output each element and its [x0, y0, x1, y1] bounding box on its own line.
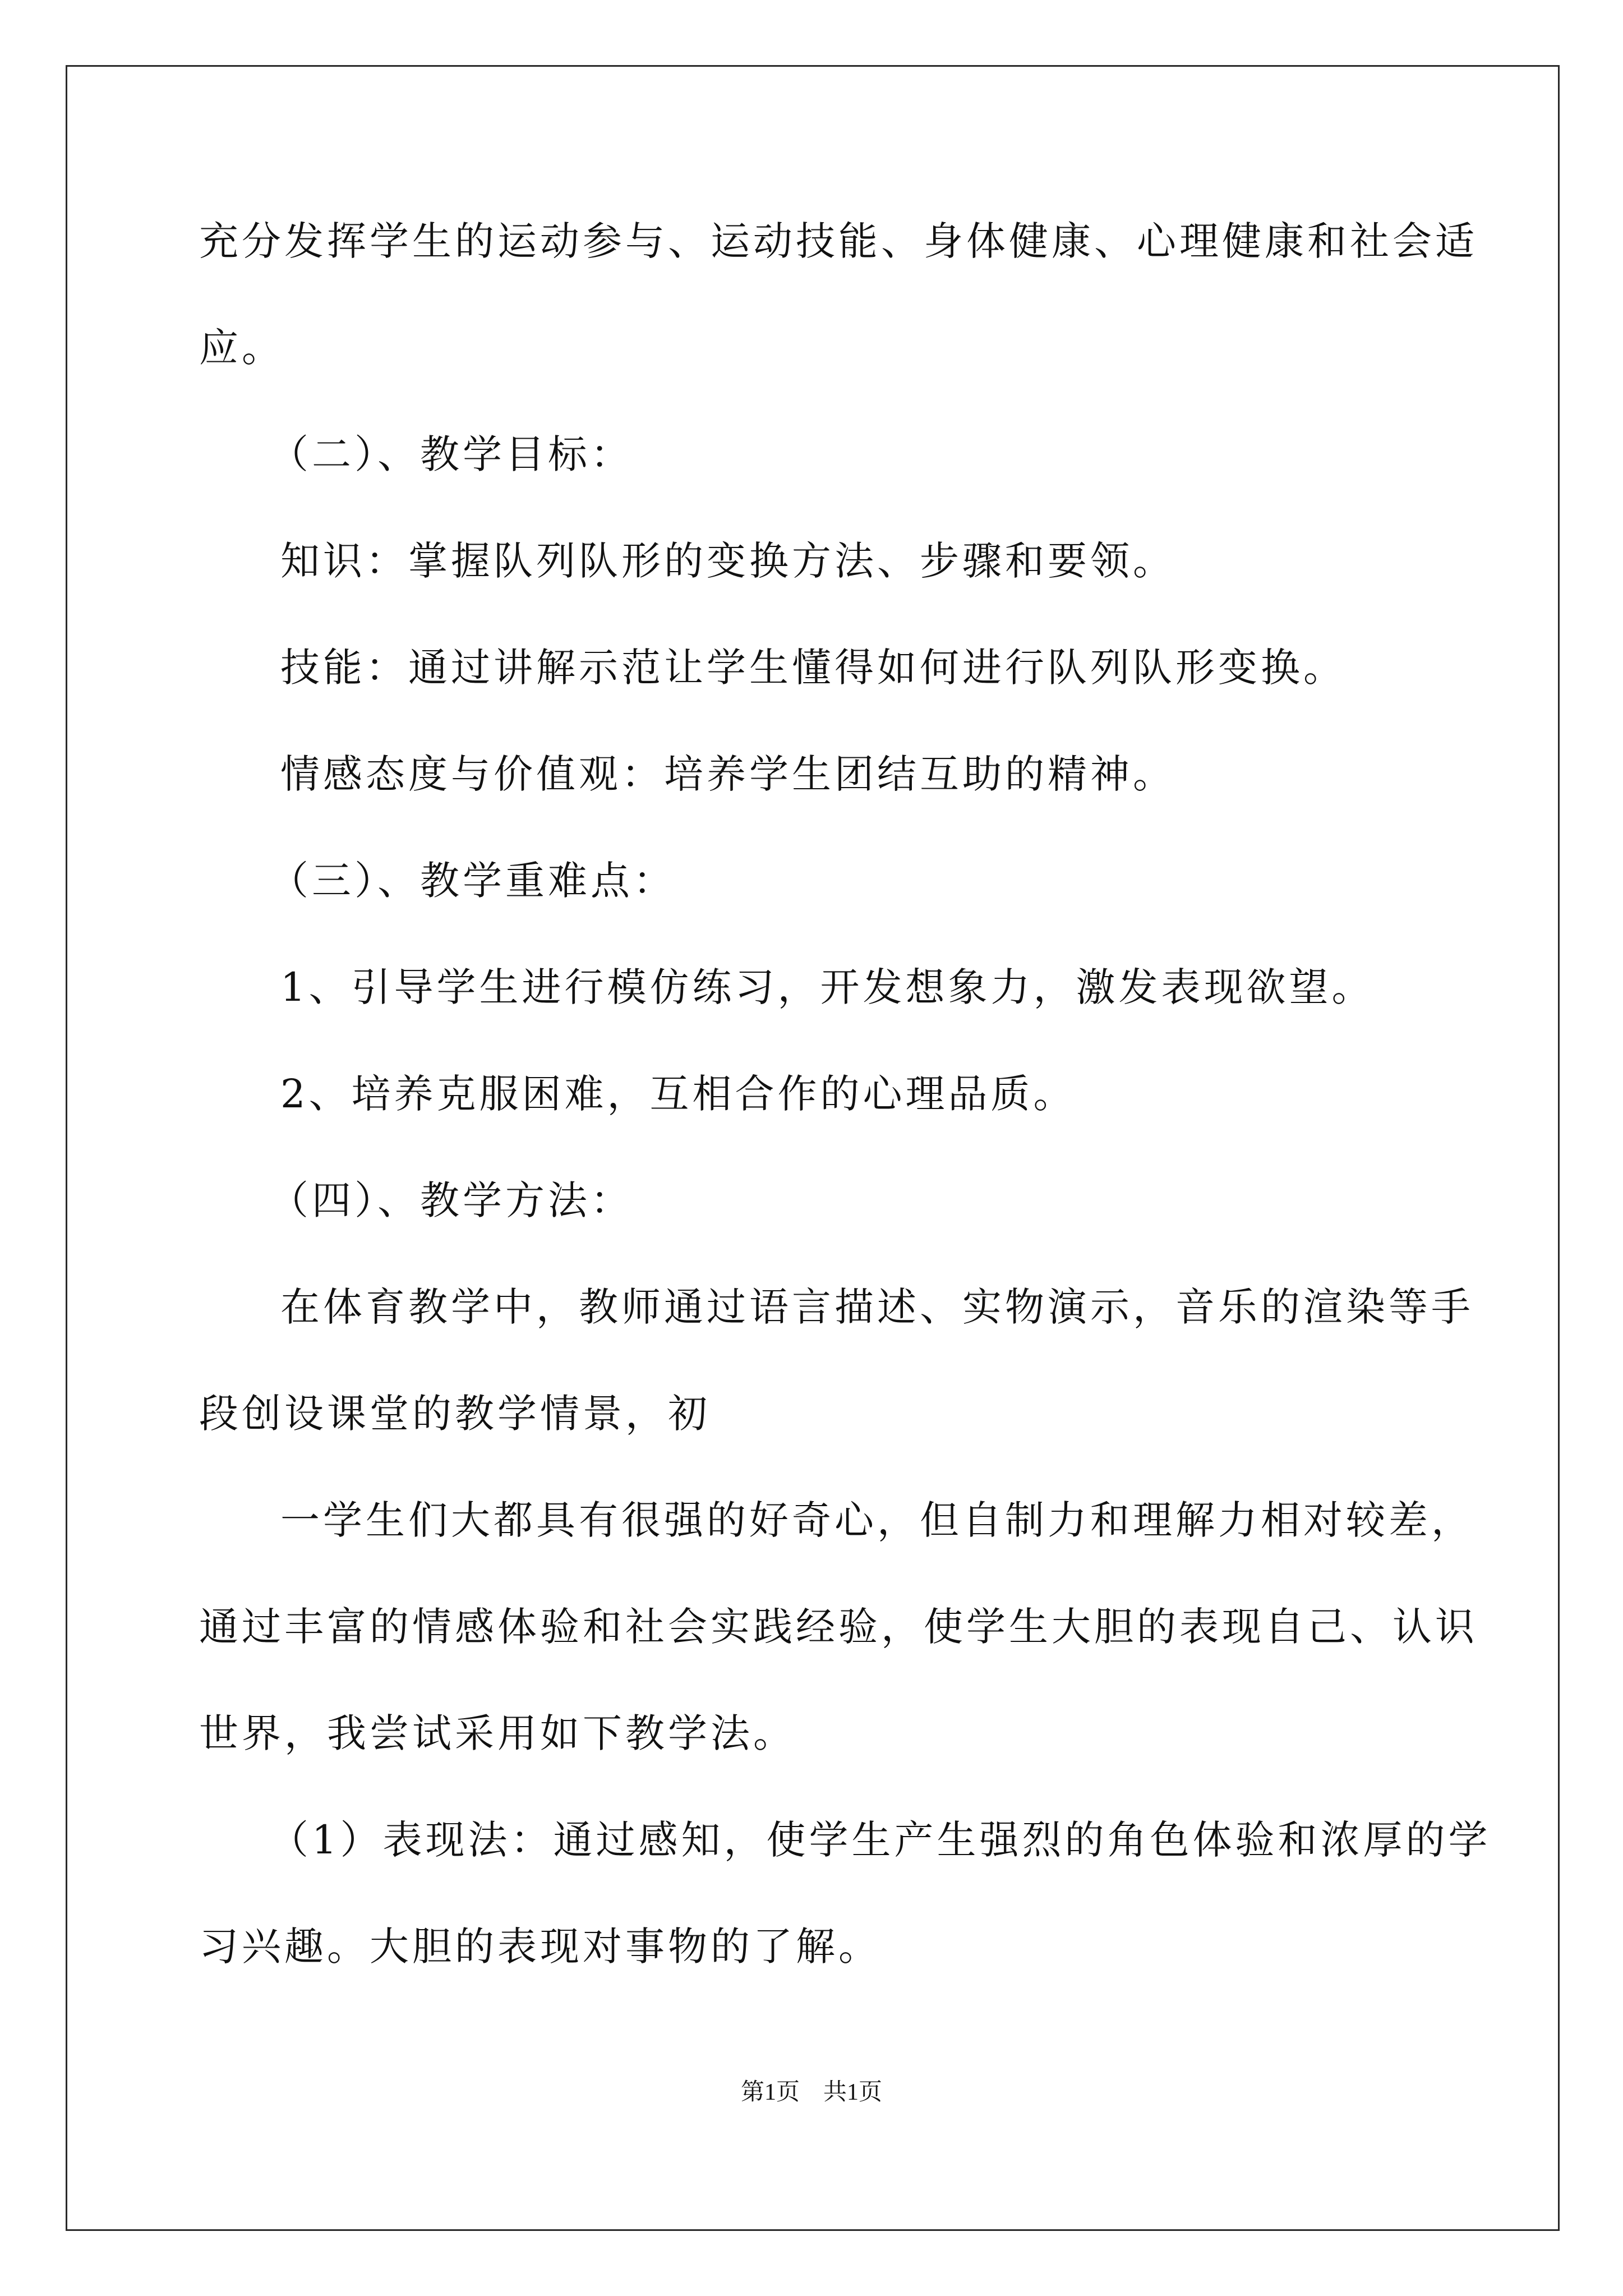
paragraph-line: 习兴趣。大胆的表现对事物的了解。 [199, 1924, 881, 1970]
page-border [66, 65, 1560, 2231]
paragraph-line: 一学生们大都具有很强的好奇心，但自制力和理解力相对较差， [280, 1497, 1474, 1543]
paragraph-line: 情感态度与价值观：培养学生团结互助的精神。 [280, 751, 1175, 797]
page-footer: 第1页 共1页 [740, 2079, 882, 2105]
section-heading: （四）、教学方法： [269, 1177, 633, 1223]
paragraph-line: 2、培养克服困难，互相合作的心理品质。 [280, 1071, 1076, 1117]
paragraph-line: 世界，我尝试采用如下教学法。 [199, 1710, 796, 1756]
paragraph-line: （1）表现法：通过感知，使学生产生强烈的角色体验和浓厚的学 [269, 1817, 1491, 1863]
paragraph-line: 技能：通过讲解示范让学生懂得如何进行队列队形变换。 [280, 645, 1346, 691]
section-heading: （三）、教学重难点： [269, 858, 676, 904]
paragraph-line: 段创设课堂的教学情景，初 [199, 1391, 711, 1437]
paragraph-line: 知识：掌握队列队形的变换方法、步骤和要领。 [280, 538, 1175, 584]
paragraph-line: 在体育教学中，教师通过语言描述、实物演示，音乐的渲染等手 [280, 1284, 1474, 1330]
paragraph-line: 通过丰富的情感体验和社会实践经验，使学生大胆的表现自己、认识 [199, 1604, 1478, 1650]
paragraph-line: 充分发挥学生的运动参与、运动技能、身体健康、心理健康和社会适 [199, 218, 1478, 264]
paragraph-line: 1、引导学生进行模仿练习，开发想象力，激发表现欲望。 [280, 964, 1375, 1010]
section-heading: （二）、教学目标： [269, 431, 633, 477]
paragraph-line: 应。 [199, 325, 284, 371]
